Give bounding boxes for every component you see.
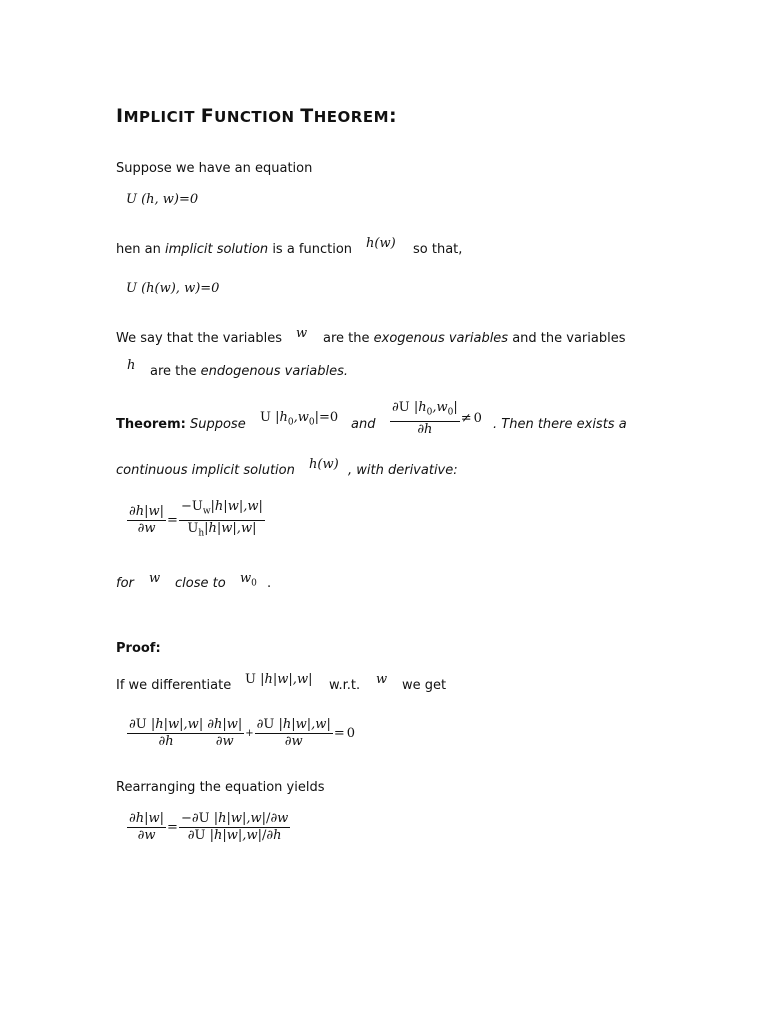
text-so-that: so that, <box>413 242 463 257</box>
text-rearranging: Rearranging the equation yields <box>116 780 325 795</box>
emphasis-endogenous: endogenous variables. <box>200 364 349 379</box>
title-part: T <box>300 105 314 127</box>
paragraph-intro: Suppose we have an equation <box>116 161 313 176</box>
text-period: . <box>267 576 272 591</box>
text-and: and <box>351 417 376 432</box>
fraction: $\frac{\partial U |h|w|,w|}{\partial h}$ <box>129 717 204 749</box>
title-part: HEOREM <box>313 108 390 126</box>
text: are the <box>323 331 374 346</box>
text-we-say: We say that the variables <box>116 331 283 346</box>
fraction: $\frac{-\partial U |h|w|,w|/\partial w}{\partial U |h|w|,w|/\partial h}$ <box>180 811 289 843</box>
math-h-of-w: h(w) <box>366 236 396 251</box>
math-w: w <box>376 672 388 687</box>
theorem-label: Theorem: <box>116 417 186 432</box>
equation-derivative: $\frac{\partial h|w|}{\partial w}$ = $\frac{-U_w|h|w|,w|}{U_h|h|w|,w|}$ <box>127 499 265 541</box>
text-then-exists: . Then there exists a <box>493 417 627 432</box>
page-title <box>116 105 397 127</box>
math-u-hw-w: U |h|w|,w| <box>245 672 313 687</box>
text: and the variables <box>508 331 626 346</box>
math-partial-u-condition: $\frac{\partial U |h_0,w_0|}{\partial h}$ ≠ 0 <box>392 400 482 437</box>
emphasis-exogenous: exogenous variables <box>373 331 509 346</box>
math-w: w <box>296 326 308 341</box>
title-part: MPLICIT <box>123 108 201 126</box>
math-w0: $w_0$ <box>240 571 257 589</box>
fraction: $\frac{\partial h|w|}{\partial w}$ <box>207 717 243 749</box>
paragraph-exogenous <box>323 331 625 346</box>
fraction: $\frac{\partial h|w|}{\partial w}$ <box>129 811 165 843</box>
text-if-differentiate: If we differentiate <box>116 678 232 693</box>
text-for: for <box>116 576 134 591</box>
fraction: $\frac{\partial U |h_0,w_0|}{\partial h}$ <box>392 400 458 437</box>
equation-u-h-w: U (h, w)=0 <box>126 192 199 207</box>
text: are the <box>150 364 201 379</box>
math-w: w <box>149 571 161 586</box>
proof-label: Proof: <box>116 641 161 656</box>
theorem-line <box>116 417 246 432</box>
math-u-h0-w0: U $|h_0,w_0|=0$ <box>260 410 339 428</box>
fraction: $\frac{\partial U |h|w|,w|}{\partial w}$ <box>256 717 331 749</box>
paragraph-endogenous <box>150 364 348 379</box>
equation-total-derivative: $\frac{\partial U |h|w|,w|}{\partial h}$ $\frac{\partial h|w|}{\partial w}$ + $\frac{\partial U |h|w|,w|}{\partial w}$ = 0 <box>129 717 356 749</box>
equation-u-hw-w: U (h(w), w)=0 <box>126 281 220 296</box>
text-close-to: close to <box>175 576 226 591</box>
fraction: $\frac{-U_w|h|w|,w|}{U_h|h|w|,w|}$ <box>180 499 263 539</box>
text-continuous: continuous implicit solution <box>116 463 295 478</box>
text-suppose: Suppose <box>189 417 246 432</box>
title-part: F <box>200 105 215 127</box>
math-h-of-w: h(w) <box>309 457 339 472</box>
text: hen an <box>116 242 165 257</box>
math-h: h <box>127 358 136 373</box>
text-wrt: w.r.t. <box>329 678 361 693</box>
paragraph-implicit-solution <box>116 242 352 257</box>
text-we-get: we get <box>402 678 447 693</box>
title-part: UNCTION <box>214 108 301 126</box>
equation-rearranged: $\frac{\partial h|w|}{\partial w}$ = $\frac{-\partial U |h|w|,w|/\partial w}{\partial U |h|w|,w|/\partial h}$ <box>129 811 289 843</box>
emphasis-implicit-solution: implicit solution <box>164 242 269 257</box>
title-part: : <box>389 105 398 127</box>
title-part: I <box>116 105 124 127</box>
text: is a function <box>268 242 353 257</box>
text-with-derivative: , with derivative: <box>348 463 458 478</box>
fraction: $\frac{\partial h|w|}{\partial w}$ <box>129 503 165 536</box>
